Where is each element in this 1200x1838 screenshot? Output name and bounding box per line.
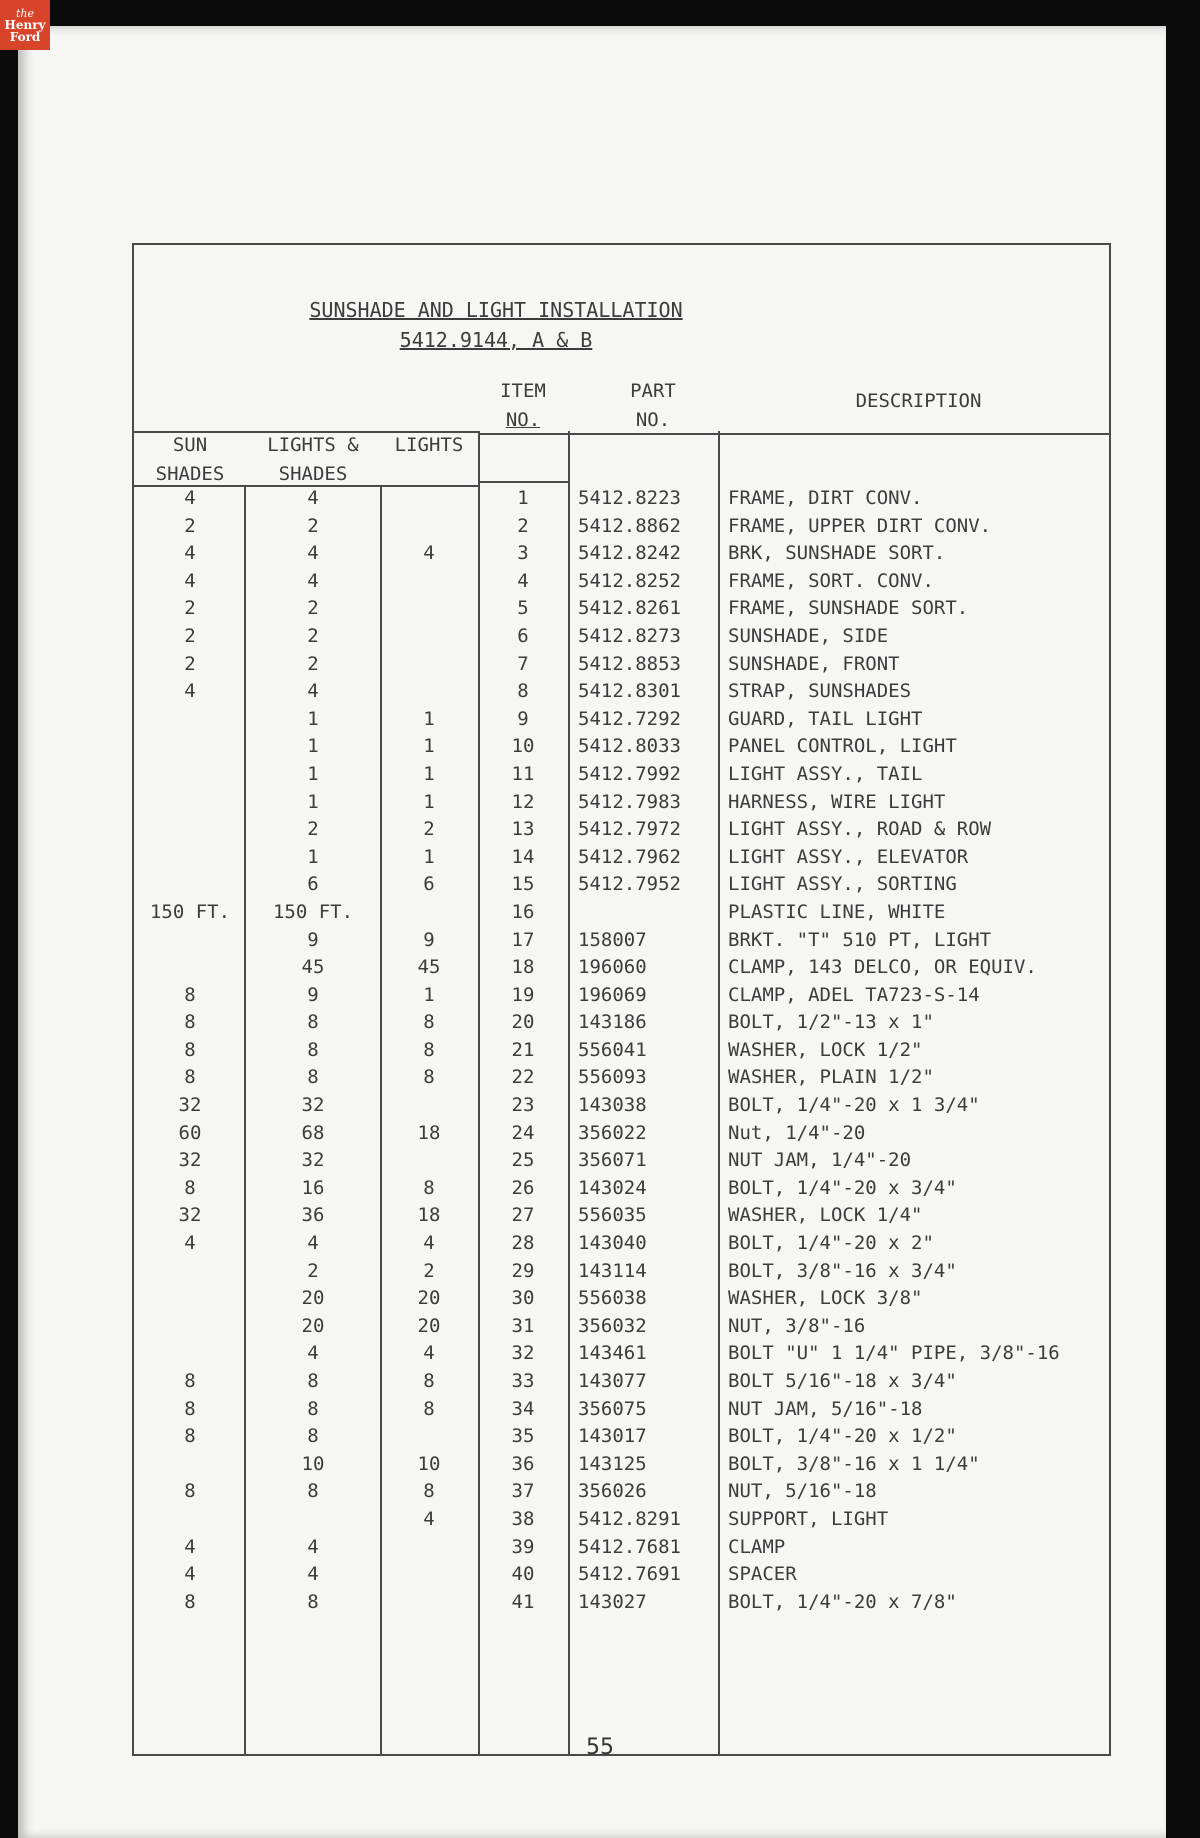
cell-description: Nut, 1/4"-20 xyxy=(728,1121,866,1144)
cell-part-no: 5412.8261 xyxy=(578,597,681,620)
logo-line-3: Ford xyxy=(9,29,41,44)
cell-lights: 8 xyxy=(423,1176,435,1199)
table-row xyxy=(134,1009,1109,1037)
cell-description: BOLT 5/16"-18 x 3/4" xyxy=(728,1370,957,1392)
cell-part-no: 5412.8033 xyxy=(578,735,681,758)
table-row xyxy=(134,1340,1109,1368)
cell-description: SUNSHADE, SIDE xyxy=(728,624,889,647)
table-row xyxy=(134,733,1109,761)
cell-lights-shades: 8 xyxy=(307,1480,319,1503)
cell-lights-shades: 2 xyxy=(307,514,319,537)
cell-lights-shades: 2 xyxy=(307,818,319,841)
header-item-line-2: NO. xyxy=(505,409,541,431)
cell-description: WASHER, LOCK 3/8" xyxy=(728,1287,923,1310)
cell-sun-shades: 8 xyxy=(184,1590,196,1613)
cell-lights-shades: 10 xyxy=(301,1452,325,1475)
table-row xyxy=(134,954,1109,982)
table-row xyxy=(134,789,1109,817)
table-row xyxy=(134,816,1109,844)
cell-item-no: 38 xyxy=(511,1507,535,1530)
cell-item-no: 9 xyxy=(517,707,529,730)
header-divider-right xyxy=(478,433,1109,435)
table-row xyxy=(134,1147,1109,1175)
cell-item-no: 5 xyxy=(517,597,529,620)
cell-sun-shades: 32 xyxy=(178,1204,202,1227)
table-row xyxy=(134,1230,1109,1258)
cell-lights: 4 xyxy=(423,1507,435,1530)
cell-lights: 10 xyxy=(417,1452,441,1475)
cell-lights-shades: 9 xyxy=(307,928,319,951)
cell-description: CLAMP xyxy=(728,1535,786,1558)
cell-description: LIGHT ASSY., ROAD & ROW xyxy=(728,818,992,841)
cell-item-no: 41 xyxy=(511,1590,535,1613)
cell-lights: 1 xyxy=(423,762,435,785)
cell-part-no: 143027 xyxy=(578,1590,647,1613)
cell-item-no: 34 xyxy=(511,1397,535,1420)
table-row xyxy=(134,651,1109,679)
cell-description: SUNSHADE, FRONT xyxy=(728,652,900,675)
table-row xyxy=(134,595,1109,623)
cell-part-no: 5412.8252 xyxy=(578,569,681,592)
cell-lights: 1 xyxy=(423,790,435,813)
cell-item-no: 22 xyxy=(511,1066,535,1089)
header-sun-line-1: SUN xyxy=(172,434,208,456)
cell-sun-shades: 8 xyxy=(184,983,196,1006)
cell-part-no: 356022 xyxy=(578,1121,647,1144)
cell-part-no: 143186 xyxy=(578,1011,647,1034)
cell-sun-shades: 4 xyxy=(184,487,196,509)
table-row xyxy=(134,1037,1109,1065)
cell-part-no: 158007 xyxy=(578,928,647,951)
table-row xyxy=(134,761,1109,789)
cell-description: BRK, SUNSHADE SORT. xyxy=(728,542,946,565)
cell-sun-shades: 4 xyxy=(184,569,196,592)
cell-lights: 6 xyxy=(423,873,435,896)
henry-ford-logo xyxy=(0,0,50,50)
cell-lights-shades: 32 xyxy=(301,1149,325,1172)
cell-lights: 8 xyxy=(423,1066,435,1089)
cell-sun-shades: 2 xyxy=(184,597,196,620)
cell-lights: 8 xyxy=(423,1038,435,1061)
cell-description: BOLT, 3/8"-16 x 3/4" xyxy=(728,1259,957,1282)
cell-part-no: 5412.7992 xyxy=(578,762,681,785)
table-row xyxy=(134,927,1109,955)
cell-lights-shades: 8 xyxy=(307,1370,319,1392)
cell-lights-shades: 2 xyxy=(307,597,319,620)
cell-sun-shades: 2 xyxy=(184,624,196,647)
title-line-2: 5412.9144, A & B xyxy=(399,328,593,352)
cell-description: CLAMP, ADEL TA723-S-14 xyxy=(728,983,980,1006)
cell-lights-shades: 16 xyxy=(301,1176,325,1199)
cell-sun-shades: 8 xyxy=(184,1176,196,1199)
cell-item-no: 31 xyxy=(511,1314,535,1337)
cell-part-no: 143077 xyxy=(578,1370,647,1392)
cell-sun-shades: 4 xyxy=(184,1535,196,1558)
page-number: 55 xyxy=(586,1735,614,1760)
cell-item-no: 33 xyxy=(511,1370,535,1392)
cell-item-no: 28 xyxy=(511,1232,535,1255)
cell-sun-shades: 32 xyxy=(178,1149,202,1172)
table-title xyxy=(134,295,858,355)
cell-lights-shades: 2 xyxy=(307,1259,319,1282)
cell-lights: 9 xyxy=(423,928,435,951)
table-row xyxy=(134,540,1109,568)
cell-lights: 8 xyxy=(423,1011,435,1034)
header-item-no xyxy=(478,377,568,435)
header-lights-shades xyxy=(246,431,380,489)
table-row xyxy=(134,1258,1109,1286)
cell-part-no: 356032 xyxy=(578,1314,647,1337)
cell-part-no: 356026 xyxy=(578,1480,647,1503)
header-item-line-1: ITEM xyxy=(500,380,546,402)
header-bottom-item xyxy=(480,481,570,483)
header-ls-line-1: LIGHTS & xyxy=(267,434,359,456)
cell-lights: 1 xyxy=(423,735,435,758)
cell-lights-shades: 8 xyxy=(307,1397,319,1420)
cell-lights-shades: 6 xyxy=(307,873,319,896)
cell-item-no: 16 xyxy=(511,900,535,923)
cell-lights-shades: 1 xyxy=(307,762,319,785)
cell-description: BOLT, 3/8"-16 x 1 1/4" xyxy=(728,1452,980,1475)
cell-description: BOLT, 1/4"-20 x 2" xyxy=(728,1232,934,1255)
cell-description: WASHER, LOCK 1/2" xyxy=(728,1038,923,1061)
cell-description: BRKT. "T" 510 PT, LIGHT xyxy=(728,928,992,951)
cell-lights-shades: 1 xyxy=(307,735,319,758)
cell-lights: 8 xyxy=(423,1370,435,1392)
cell-lights: 1 xyxy=(423,845,435,868)
table-row xyxy=(134,871,1109,899)
cell-part-no: 143038 xyxy=(578,1094,647,1117)
cell-part-no: 556035 xyxy=(578,1204,647,1227)
cell-part-no: 5412.7952 xyxy=(578,873,681,896)
cell-item-no: 27 xyxy=(511,1204,535,1227)
cell-lights: 18 xyxy=(417,1204,441,1227)
table-row xyxy=(134,1561,1109,1589)
cell-part-no: 356075 xyxy=(578,1397,647,1420)
cell-part-no: 556041 xyxy=(578,1038,647,1061)
cell-lights-shades: 36 xyxy=(301,1204,325,1227)
cell-description: PLASTIC LINE, WHITE xyxy=(728,900,946,923)
cell-sun-shades: 8 xyxy=(184,1011,196,1034)
table-row xyxy=(134,1285,1109,1313)
cell-lights-shades: 9 xyxy=(307,983,319,1006)
cell-description: BOLT, 1/4"-20 x 1 3/4" xyxy=(728,1094,980,1117)
cell-item-no: 25 xyxy=(511,1149,535,1172)
cell-lights: 8 xyxy=(423,1480,435,1503)
cell-sun-shades: 4 xyxy=(184,680,196,703)
cell-part-no: 5412.8862 xyxy=(578,514,681,537)
cell-lights: 18 xyxy=(417,1121,441,1144)
cell-description: NUT, 5/16"-18 xyxy=(728,1480,877,1503)
cell-lights-shades: 20 xyxy=(301,1287,325,1310)
cell-lights: 1 xyxy=(423,707,435,730)
cell-description: SPACER xyxy=(728,1563,797,1586)
cell-lights-shades: 45 xyxy=(301,956,325,979)
cell-description: LIGHT ASSY., TAIL xyxy=(728,762,923,785)
logo-line-1: the xyxy=(15,6,34,20)
cell-item-no: 36 xyxy=(511,1452,535,1475)
cell-lights: 20 xyxy=(417,1287,441,1310)
table-row xyxy=(134,1313,1109,1341)
cell-part-no: 143017 xyxy=(578,1425,647,1448)
cell-lights-shades: 1 xyxy=(307,845,319,868)
cell-sun-shades: 8 xyxy=(184,1038,196,1061)
cell-description: NUT JAM, 1/4"-20 xyxy=(728,1149,912,1172)
cell-description: FRAME, DIRT CONV. xyxy=(728,487,923,509)
cell-sun-shades: 8 xyxy=(184,1370,196,1392)
cell-part-no: 143024 xyxy=(578,1176,647,1199)
cell-description: WASHER, PLAIN 1/2" xyxy=(728,1066,934,1089)
parts-table xyxy=(132,243,1111,1756)
cell-sun-shades: 60 xyxy=(178,1121,202,1144)
cell-part-no: 5412.8853 xyxy=(578,652,681,675)
table-row xyxy=(134,1396,1109,1424)
table-row xyxy=(134,568,1109,596)
cell-lights-shades: 150 FT. xyxy=(272,900,354,923)
cell-lights-shades: 8 xyxy=(307,1425,319,1448)
cell-item-no: 19 xyxy=(511,983,535,1006)
cell-description: HARNESS, WIRE LIGHT xyxy=(728,790,946,813)
cell-description: BOLT, 1/4"-20 x 1/2" xyxy=(728,1425,957,1448)
cell-item-no: 37 xyxy=(511,1480,535,1503)
cell-item-no: 2 xyxy=(517,514,529,537)
cell-item-no: 32 xyxy=(511,1342,535,1365)
header-part-line-1: PART xyxy=(630,380,676,402)
cell-lights: 45 xyxy=(417,956,441,979)
cell-description: LIGHT ASSY., SORTING xyxy=(728,873,957,896)
cell-description: FRAME, SORT. CONV. xyxy=(728,569,934,592)
table-row xyxy=(134,1534,1109,1562)
cell-sun-shades: 4 xyxy=(184,1232,196,1255)
cell-part-no: 143114 xyxy=(578,1259,647,1282)
cell-lights-shades: 4 xyxy=(307,1342,319,1365)
cell-part-no: 5412.7972 xyxy=(578,818,681,841)
cell-item-no: 11 xyxy=(511,762,535,785)
table-row xyxy=(134,899,1109,927)
cell-description: FRAME, UPPER DIRT CONV. xyxy=(728,514,992,537)
title-line-1: SUNSHADE AND LIGHT INSTALLATION xyxy=(309,298,683,322)
cell-description: BOLT "U" 1 1/4" PIPE, 3/8"-16 xyxy=(728,1342,1060,1365)
cell-item-no: 29 xyxy=(511,1259,535,1282)
table-row xyxy=(134,1064,1109,1092)
table-body xyxy=(134,485,1109,1616)
cell-item-no: 15 xyxy=(511,873,535,896)
cell-sun-shades: 4 xyxy=(184,1563,196,1586)
header-sun-line-2: SHADES xyxy=(155,463,225,485)
cell-part-no: 5412.8223 xyxy=(578,487,681,509)
cell-lights-shades: 4 xyxy=(307,680,319,703)
cell-lights: 2 xyxy=(423,818,435,841)
cell-lights-shades: 1 xyxy=(307,707,319,730)
cell-lights: 8 xyxy=(423,1397,435,1420)
cell-lights-shades: 4 xyxy=(307,542,319,565)
cell-item-no: 3 xyxy=(517,542,529,565)
cell-description: PANEL CONTROL, LIGHT xyxy=(728,735,957,758)
cell-item-no: 14 xyxy=(511,845,535,868)
cell-item-no: 17 xyxy=(511,928,535,951)
cell-description: STRAP, SUNSHADES xyxy=(728,680,912,703)
cell-part-no: 5412.8301 xyxy=(578,680,681,703)
header-sun-shades xyxy=(134,431,246,489)
cell-lights-shades: 2 xyxy=(307,624,319,647)
cell-part-no: 5412.7962 xyxy=(578,845,681,868)
cell-lights: 2 xyxy=(423,1259,435,1282)
table-row xyxy=(134,485,1109,513)
cell-item-no: 7 xyxy=(517,652,529,675)
cell-item-no: 21 xyxy=(511,1038,535,1061)
cell-description: NUT JAM, 5/16"-18 xyxy=(728,1397,923,1420)
cell-item-no: 26 xyxy=(511,1176,535,1199)
cell-lights: 4 xyxy=(423,1232,435,1255)
cell-part-no: 143125 xyxy=(578,1452,647,1475)
cell-description: BOLT, 1/2"-13 x 1" xyxy=(728,1011,934,1034)
cell-part-no: 5412.7292 xyxy=(578,707,681,730)
logo-line-2: Henry xyxy=(4,17,46,32)
table-row xyxy=(134,1120,1109,1148)
cell-item-no: 40 xyxy=(511,1563,535,1586)
table-row xyxy=(134,513,1109,541)
header-divider-left xyxy=(134,431,480,433)
table-row xyxy=(134,1423,1109,1451)
cell-lights-shades: 4 xyxy=(307,1563,319,1586)
header-part-line-2: NO. xyxy=(635,409,671,431)
cell-lights: 4 xyxy=(423,542,435,565)
cell-lights-shades: 1 xyxy=(307,790,319,813)
cell-part-no: 143040 xyxy=(578,1232,647,1255)
cell-lights-shades: 8 xyxy=(307,1590,319,1613)
table-row xyxy=(134,1202,1109,1230)
cell-part-no: 556038 xyxy=(578,1287,647,1310)
table-row xyxy=(134,678,1109,706)
table-row xyxy=(134,1368,1109,1396)
cell-sun-shades: 32 xyxy=(178,1094,202,1117)
cell-part-no: 5412.8291 xyxy=(578,1507,681,1530)
cell-description: CLAMP, 143 DELCO, OR EQUIV. xyxy=(728,956,1037,979)
cell-item-no: 6 xyxy=(517,624,529,647)
cell-sun-shades: 8 xyxy=(184,1397,196,1420)
cell-sun-shades: 2 xyxy=(184,652,196,675)
cell-lights-shades: 4 xyxy=(307,1535,319,1558)
cell-lights-shades: 8 xyxy=(307,1011,319,1034)
document-page xyxy=(18,26,1166,1838)
cell-item-no: 4 xyxy=(517,569,529,592)
cell-lights-shades: 8 xyxy=(307,1066,319,1089)
table-row xyxy=(134,1092,1109,1120)
table-row xyxy=(134,982,1109,1010)
cell-lights-shades: 2 xyxy=(307,652,319,675)
header-description: DESCRIPTION xyxy=(855,390,982,412)
table-row xyxy=(134,1175,1109,1203)
table-row xyxy=(134,1451,1109,1479)
cell-sun-shades: 150 FT. xyxy=(149,900,231,923)
cell-lights-shades: 4 xyxy=(307,487,319,509)
cell-description: LIGHT ASSY., ELEVATOR xyxy=(728,845,969,868)
cell-part-no: 196060 xyxy=(578,956,647,979)
cell-sun-shades: 4 xyxy=(184,542,196,565)
table-row xyxy=(134,1589,1109,1617)
cell-part-no: 356071 xyxy=(578,1149,647,1172)
cell-lights: 20 xyxy=(417,1314,441,1337)
table-row xyxy=(134,844,1109,872)
cell-item-no: 30 xyxy=(511,1287,535,1310)
cell-part-no: 143461 xyxy=(578,1342,647,1365)
cell-item-no: 10 xyxy=(511,735,535,758)
cell-lights: 4 xyxy=(423,1342,435,1365)
cell-part-no: 196069 xyxy=(578,983,647,1006)
cell-description: SUPPORT, LIGHT xyxy=(728,1507,889,1530)
cell-item-no: 39 xyxy=(511,1535,535,1558)
cell-item-no: 1 xyxy=(517,487,529,509)
cell-part-no: 5412.7681 xyxy=(578,1535,681,1558)
cell-lights-shades: 20 xyxy=(301,1314,325,1337)
cell-description: GUARD, TAIL LIGHT xyxy=(728,707,923,730)
table-row xyxy=(134,1478,1109,1506)
cell-item-no: 8 xyxy=(517,680,529,703)
cell-item-no: 35 xyxy=(511,1425,535,1448)
cell-part-no: 556093 xyxy=(578,1066,647,1089)
cell-part-no: 5412.8273 xyxy=(578,624,681,647)
cell-lights-shades: 32 xyxy=(301,1094,325,1117)
cell-description: BOLT, 1/4"-20 x 7/8" xyxy=(728,1590,957,1613)
cell-item-no: 13 xyxy=(511,818,535,841)
cell-item-no: 20 xyxy=(511,1011,535,1034)
header-lights: LIGHTS xyxy=(394,434,464,456)
cell-lights: 1 xyxy=(423,983,435,1006)
cell-description: NUT, 3/8"-16 xyxy=(728,1314,866,1337)
cell-sun-shades: 8 xyxy=(184,1425,196,1448)
cell-lights-shades: 8 xyxy=(307,1038,319,1061)
table-row xyxy=(134,1506,1109,1534)
cell-part-no: 5412.8242 xyxy=(578,542,681,565)
cell-sun-shades: 8 xyxy=(184,1066,196,1089)
cell-description: WASHER, LOCK 1/4" xyxy=(728,1204,923,1227)
header-ls-line-2: SHADES xyxy=(278,463,348,485)
cell-lights-shades: 4 xyxy=(307,569,319,592)
cell-description: BOLT, 1/4"-20 x 3/4" xyxy=(728,1176,957,1199)
cell-description: FRAME, SUNSHADE SORT. xyxy=(728,597,969,620)
cell-item-no: 12 xyxy=(511,790,535,813)
cell-item-no: 24 xyxy=(511,1121,535,1144)
cell-part-no: 5412.7983 xyxy=(578,790,681,813)
table-row xyxy=(134,623,1109,651)
cell-sun-shades: 8 xyxy=(184,1480,196,1503)
cell-sun-shades: 2 xyxy=(184,514,196,537)
header-part-no xyxy=(578,377,728,435)
cell-part-no: 5412.7691 xyxy=(578,1563,681,1586)
cell-item-no: 18 xyxy=(511,956,535,979)
cell-lights-shades: 4 xyxy=(307,1232,319,1255)
table-row xyxy=(134,706,1109,734)
cell-lights-shades: 68 xyxy=(301,1121,325,1144)
cell-item-no: 23 xyxy=(511,1094,535,1117)
